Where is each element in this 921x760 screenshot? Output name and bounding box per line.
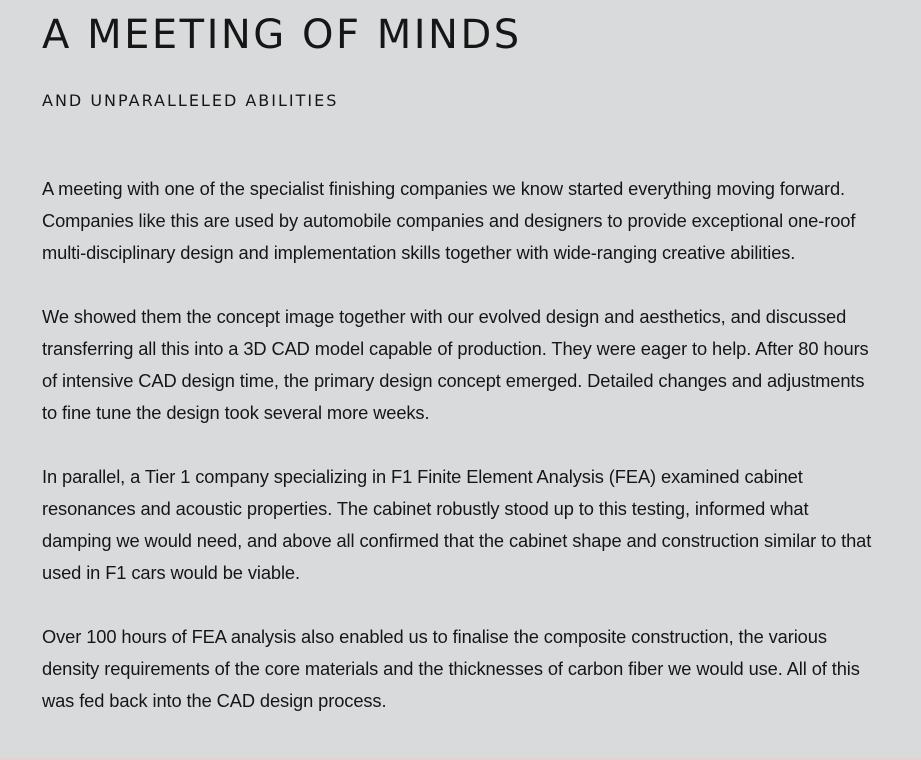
paragraph-4: Over 100 hours of FEA analysis also enabled us to finalise the composite construction, the various density requirements of the core materials and the thicknesses of carbon fiber we would use. All of this was fed back into the CAD design process. — [42, 626, 860, 711]
page-subtitle: AND UNPARALLELED ABILITIES — [42, 91, 339, 110]
paragraph-2: We showed them the concept image together with our evolved design and aesthetics, and discussed transferring all this into a 3D CAD model capable of production. They were eager to help. After 80 hours of intensive CAD design time, the primary design concept emerged. Detailed changes and adjustments to fine tune the design took several more weeks. — [42, 306, 869, 423]
paragraph-1: A meeting with one of the specialist finishing companies we know started everything moving forward. Companies like this are used by automobile companies and designers to provide exceptional one-roof multi-disciplinary design and implementation skills together with wide-ranging creative abilities. — [42, 178, 856, 263]
article-body — [42, 173, 882, 717]
article — [42, 0, 882, 749]
paragraph-3: In parallel, a Tier 1 company specializing in F1 Finite Element Analysis (FEA) examined cabinet resonances and acoustic properties. The cabinet robustly stood up to this testing, informed what damping we would need, and above all confirmed that the cabinet shape and construction similar to that used in F1 cars would be viable. — [42, 466, 872, 583]
page-title: A MEETING OF MINDS — [42, 12, 522, 58]
